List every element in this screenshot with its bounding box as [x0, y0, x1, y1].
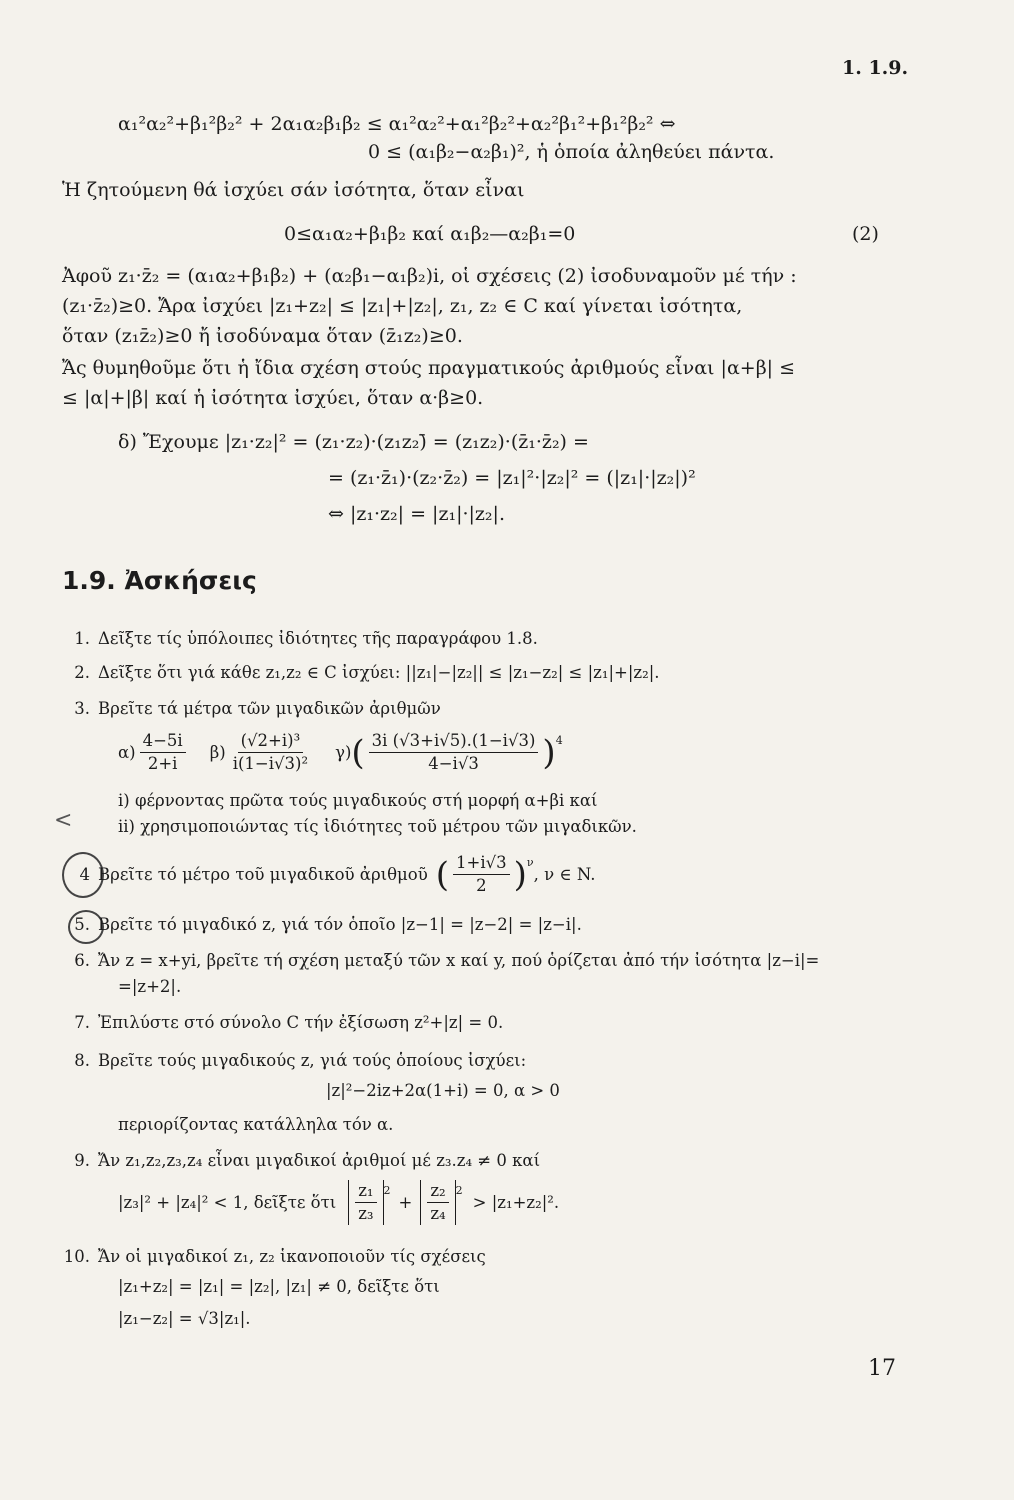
exercise-10	[62, 1246, 486, 1268]
numerator: (√2+i)³	[238, 730, 304, 753]
inequality-right: > |z₁+z₂|².	[472, 1192, 560, 1212]
numerator: z₁	[355, 1180, 376, 1203]
fraction-a	[140, 730, 186, 775]
inequality-left: |z₃|² + |z₄|² < 1, δεῖξτε ὅτι	[118, 1192, 337, 1212]
exercise-3-method-i: i) φέρνοντας πρῶτα τούς μιγαδικούς στή μορφή α+βi καί	[118, 791, 598, 810]
proof-line-2: 0 ≤ (α₁β₂−α₂β₁)², ἡ ὁποία ἀληθεύει πάντα.	[368, 141, 775, 163]
exercise-10-equation: |z₁+z₂| = |z₁| = |z₂|, |z₁| ≠ 0, δεῖξτε ὅτι	[118, 1277, 440, 1296]
page-number: 17	[868, 1356, 896, 1381]
exercise-8-continued: περιορίζοντας κατάλληλα τόν α.	[118, 1115, 394, 1134]
delta-line-1: δ) Ἔχουμε |z₁·z₂|² = (z₁·z₂)·(z₁z₂)̄ = (z₁z₂)·(z̄₁·z̄₂) =	[118, 431, 589, 453]
exercise-text: Βρεῖτε τά μέτρα τῶν μιγαδικῶν ἀριθμῶν	[98, 699, 441, 718]
right-paren: )	[542, 732, 556, 773]
proof-line-4-equation: 0≤α₁α₂+β₁β₂ καί α₁β₂—α₂β₁=0	[284, 223, 576, 245]
section-reference: 1. 1.9.	[842, 57, 909, 79]
exercise-text: Βρεῖτε τούς μιγαδικούς z, γιά τούς ὁποίους ἰσχύει:	[98, 1051, 527, 1070]
fraction-b	[230, 730, 311, 775]
equation-tag: (2)	[852, 223, 879, 245]
margin-mark: <	[54, 808, 73, 833]
proof-line-1: α₁²α₂²+β₁²β₂² + 2α₁α₂β₁β₂ ≤ α₁²α₂²+α₁²β₂²+α₂²β₁²+β₁²β₂² ⇔	[118, 113, 676, 135]
fraction-2	[427, 1180, 448, 1225]
exercise-1	[62, 628, 538, 650]
part-a-label: α)	[118, 742, 136, 762]
proof-line-9: ≤ |α|+|β| καί ἡ ἰσότητα ἰσχύει, ὅταν α·β≥0.	[62, 387, 484, 409]
exercise-6	[62, 950, 819, 972]
numerator: 1+i√3	[453, 852, 510, 875]
exercise-number: 3.	[74, 699, 90, 718]
exercise-number: 6.	[74, 951, 90, 970]
denominator: z₄	[430, 1204, 446, 1223]
exercise-8-equation: |z|²−2iz+2α(1+i) = 0, α > 0	[326, 1081, 560, 1100]
section-title: 1.9. Ἀσκήσεις	[62, 566, 257, 595]
exercise-tail: , ν ∈ N.	[533, 864, 596, 884]
denominator: 2	[476, 876, 487, 895]
exercise-number: 10.	[63, 1247, 90, 1266]
delta-line-3: ⇔ |z₁·z₂| = |z₁|·|z₂|.	[328, 503, 505, 525]
denominator: i(1−i√3)²	[232, 754, 309, 773]
proof-line-6: (z₁·z̄₂)≥0. Ἄρα ἰσχύει |z₁+z₂| ≤ |z₁|+|z₂|, z₁, z₂ ∈ C καί γίνεται ἰσότητα,	[62, 295, 743, 317]
part-c-label: γ)	[335, 742, 352, 762]
numerator: z₂	[427, 1180, 448, 1203]
exercise-text: Δεῖξτε ὅτι γιά κάθε z₁,z₂ ∈ C ἰσχύει: ||z₁|−|z₂|| ≤ |z₁−z₂| ≤ |z₁|+|z₂|.	[98, 663, 660, 682]
numerator: 3i (√3+i√5).(1−i√3)	[369, 730, 539, 753]
exercise-text: Ἄν οἱ μιγαδικοί z₁, z₂ ἱκανοποιοῦν τίς σχέσεις	[98, 1247, 486, 1266]
exercise-text: Ἐπιλύστε στό σύνολο C τήν ἐξίσωση z²+|z| = 0.	[98, 1013, 504, 1032]
exercise-3	[62, 698, 441, 720]
exponent: 4	[555, 734, 563, 747]
exponent: 2	[383, 1184, 391, 1197]
exercise-5	[62, 914, 582, 936]
exercise-number: 1.	[74, 629, 90, 648]
right-paren: )	[513, 854, 527, 895]
exponent: 2	[455, 1184, 463, 1197]
plus-sign: +	[398, 1192, 413, 1212]
delta-line-2: = (z₁·z̄₁)·(z₂·z̄₂) = |z₁|²·|z₂|² = (|z₁|·|z₂|)²	[328, 467, 696, 489]
exercise-number: 5.	[74, 915, 90, 934]
left-paren: (	[435, 854, 450, 895]
fraction-1	[355, 1180, 376, 1225]
exercise-number: 8.	[74, 1051, 90, 1070]
exercise-3-expressions	[118, 730, 563, 775]
exercise-2	[62, 662, 660, 684]
exercise-text: Βρεῖτε τό μέτρο τοῦ μιγαδικοῦ ἀριθμοῦ	[98, 864, 428, 884]
fraction-c	[369, 730, 539, 775]
exercise-number: 7.	[74, 1013, 90, 1032]
exercise-8	[62, 1050, 526, 1072]
left-paren: (	[351, 732, 365, 773]
exercise-9	[62, 1150, 540, 1172]
exercise-text: Ἄν z₁,z₂,z₃,z₄ εἶναι μιγαδικοί ἀριθμοί μέ z₃.z₄ ≠ 0 καί	[98, 1151, 541, 1170]
exponent: ν	[526, 856, 534, 869]
proof-line-7: ὅταν (z₁z̄₂)≥0 ἤ ἰσοδύναμα ὅταν (z̄₁z₂)≥0.	[62, 325, 463, 347]
exercise-text: Ἄν z = x+yi, βρεῖτε τή σχέση μεταξύ τῶν x καί y, πού ὁρίζεται ἀπό τήν ἰσότητα |z−i|=	[98, 951, 820, 970]
exercise-number: 9.	[74, 1151, 90, 1170]
exercise-number: 4	[79, 864, 90, 884]
denominator: 4−i√3	[428, 754, 479, 773]
fraction	[453, 852, 510, 897]
proof-line-8: Ἄς θυμηθοῦμε ὅτι ἡ ἴδια σχέση στούς πραγματικούς ἀριθμούς εἶναι |α+β| ≤	[62, 357, 796, 379]
modulus-1	[348, 1180, 383, 1225]
exercise-text: Βρεῖτε τό μιγαδικό z, γιά τόν ὁποῖο |z−1| = |z−2| = |z−i|.	[98, 915, 582, 934]
numerator: 4−5i	[140, 730, 186, 753]
denominator: z₃	[358, 1204, 374, 1223]
part-b-label: β)	[209, 742, 226, 762]
denominator: 2+i	[147, 754, 178, 773]
proof-line-3: Ἡ ζητούμενη θά ἰσχύει σάν ἰσότητα, ὅταν εἶναι	[62, 179, 525, 201]
exercise-7	[62, 1012, 503, 1034]
exercise-3-method-ii: ii) χρησιμοποιώντας τίς ἰδιότητες τοῦ μέτρου τῶν μιγαδικῶν.	[118, 817, 637, 836]
exercise-text: Δεῖξτε τίς ὑπόλοιπες ἰδιότητες τῆς παραγράφου 1.8.	[98, 629, 538, 648]
modulus-2	[420, 1180, 455, 1225]
exercise-10-continued: |z₁−z₂| = √3|z₁|.	[118, 1309, 251, 1328]
exercise-6-continued: =|z+2|.	[118, 977, 182, 996]
exercise-number: 2.	[74, 663, 90, 682]
exercise-9-inequality	[118, 1180, 559, 1225]
proof-line-5: Ἀφοῦ z₁·z̄₂ = (α₁α₂+β₁β₂) + (α₂β₁−α₁β₂)i, οἱ σχέσεις (2) ἰσοδυναμοῦν μέ τήν :	[62, 265, 797, 287]
exercise-4	[62, 852, 595, 897]
